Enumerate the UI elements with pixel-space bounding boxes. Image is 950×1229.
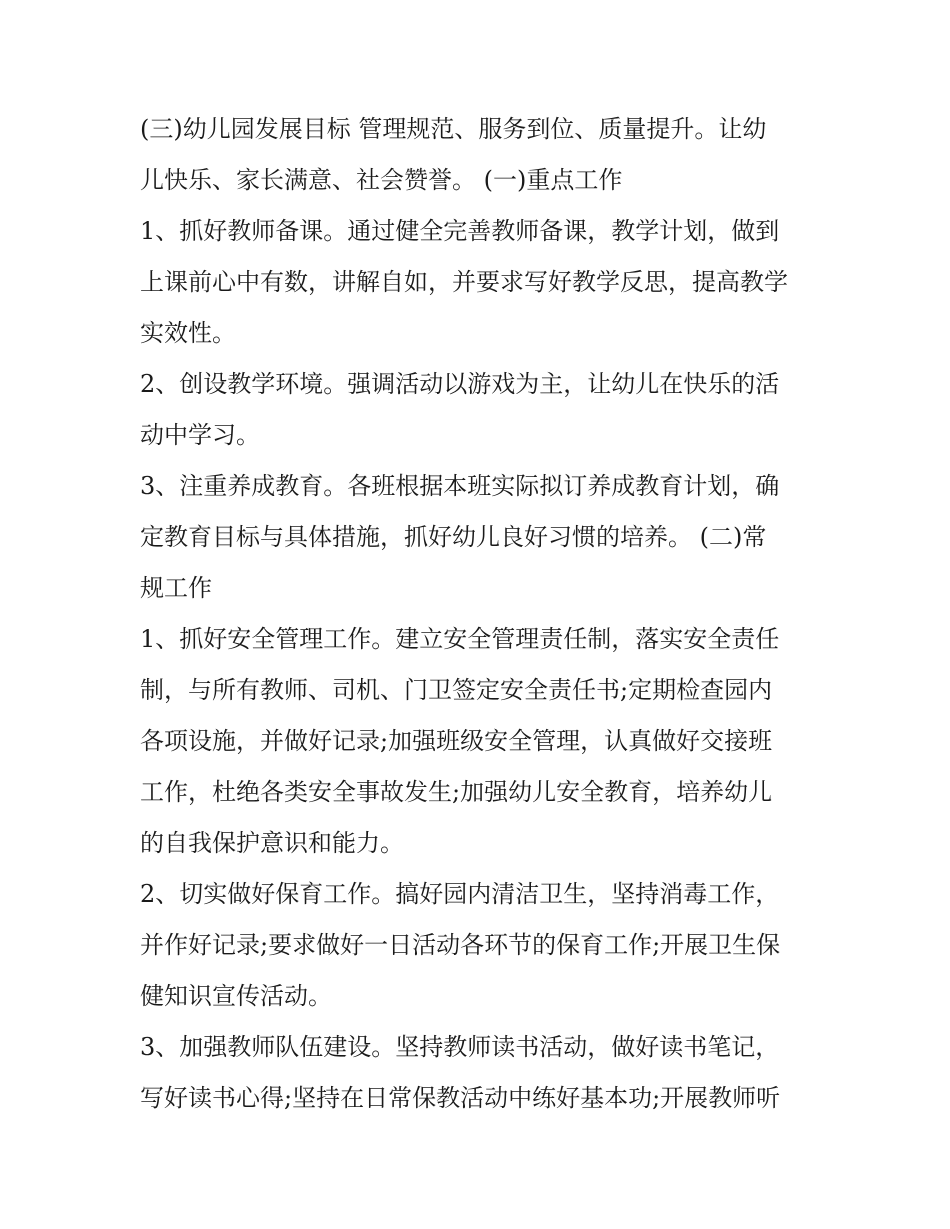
text-line: 3、注重养成教育。各班根据本班实际拟订养成教育计划，确 — [140, 472, 780, 500]
text-line: 2、切实做好保育工作。搞好园内清洁卫生，坚持消毒工作， — [140, 880, 780, 908]
text-line: 2、创设教学环境。强调活动以游戏为主，让幼儿在快乐的活 — [140, 370, 780, 398]
text-line: 并作好记录;要求做好一日活动各环节的保育工作;开展卫生保 — [140, 931, 781, 959]
paragraph-key-work-2 — [140, 359, 820, 461]
paragraph-routine-work-1 — [140, 614, 820, 869]
text-line: 实效性。 — [140, 319, 236, 347]
text-line: 制，与所有教师、司机、门卫签定安全责任书;定期检查园内 — [140, 676, 773, 704]
text-line: 定教育目标与具体措施，抓好幼儿良好习惯的培养。 (二)常 — [140, 523, 767, 551]
text-line: 规工作 — [140, 574, 212, 602]
paragraph-key-work-1 — [140, 206, 820, 359]
paragraph-routine-work-3 — [140, 1022, 820, 1124]
paragraph-development-goal — [140, 104, 820, 206]
text-line: 动中学习。 — [140, 421, 260, 449]
text-line: (三)幼儿园发展目标 管理规范、服务到位、质量提升。让幼 — [140, 115, 767, 143]
text-line: 写好读书心得;坚持在日常保教活动中练好基本功;开展教师听 — [140, 1084, 781, 1112]
paragraph-key-work-3 — [140, 461, 820, 614]
text-line: 儿快乐、家长满意、社会赞誉。 (一)重点工作 — [140, 166, 623, 194]
text-line: 健知识宣传活动。 — [140, 982, 332, 1010]
text-line: 1、抓好教师备课。通过健全完善教师备课，教学计划，做到 — [140, 217, 780, 245]
text-line: 3、加强教师队伍建设。坚持教师读书活动，做好读书笔记， — [140, 1033, 780, 1061]
document-body — [140, 104, 820, 1124]
text-line: 工作，杜绝各类安全事故发生;加强幼儿安全教育，培养幼儿 — [140, 778, 773, 806]
text-line: 的自我保护意识和能力。 — [140, 829, 404, 857]
text-line: 1、抓好安全管理工作。建立安全管理责任制，落实安全责任 — [140, 625, 780, 653]
text-line: 上课前心中有数，讲解自如，并要求写好教学反思，提高教学 — [140, 268, 788, 296]
text-line: 各项设施，并做好记录;加强班级安全管理，认真做好交接班 — [140, 727, 773, 755]
paragraph-routine-work-2 — [140, 869, 820, 1022]
